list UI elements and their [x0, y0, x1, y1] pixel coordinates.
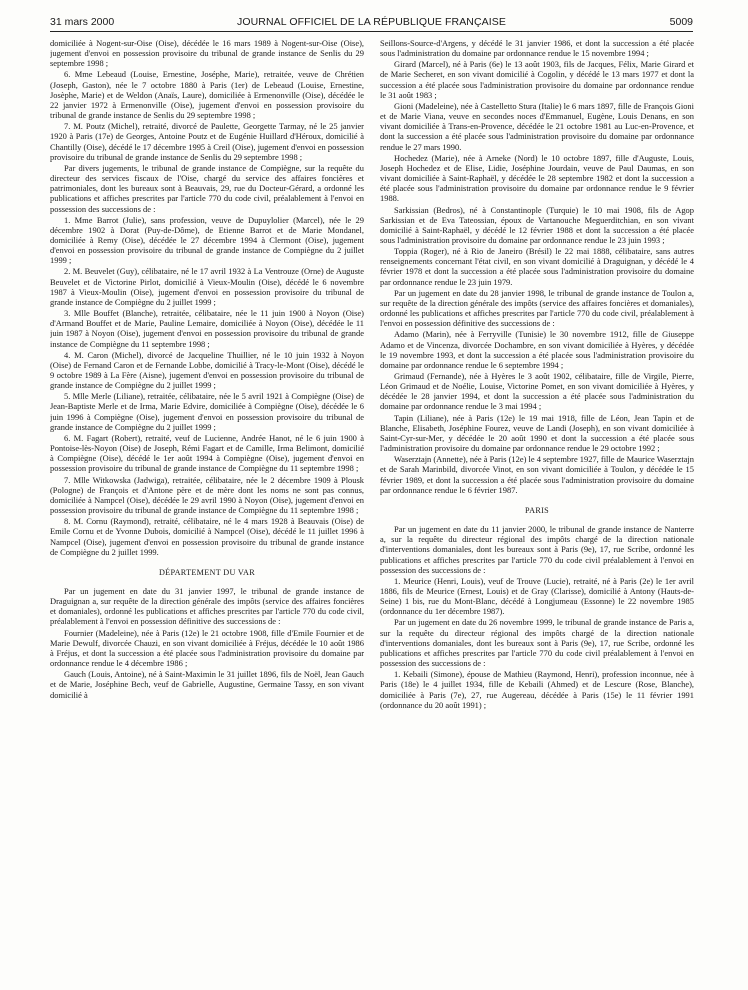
paragraph: Par un jugement en date du 28 janvier 1998, le tribunal de grande instance de Toulon a, sur requête de la direction générale des impôts (service des affaires foncières et domaniales), ordonné les publications et affiches prescrites par l'article 770 du code civil, préalablement à l'envoi en possession définitive des successions de :: [380, 287, 694, 329]
paragraph: Par un jugement en date du 11 janvier 2000, le tribunal de grande instance de Nanterre a, sur la requête du directeur régional des impôts chargé de la direction nationale d'interventions domaniales, dont les bureaux sont à Paris (9e), 17, rue Scribe, ordonné les publications et affiches prescrites par l'article 770 du code civil préalablement à l'envoi en possession des successions de :: [380, 524, 694, 575]
paragraph: Grimaud (Fernande), née à Hyères le 3 août 1902, célibataire, fille de Virgile, Pierre, Léon Grimaud et de Noélie, Louise, Victorine Pomet, en son vivant domiciliée à Hyères, y décédée le 28 janvier 1994, et dont la succession a été placée sous l'administration du domaine par ordonnance rendue le 3 mai 1994 ;: [380, 371, 694, 412]
paragraph: 2. M. Beuvelet (Guy), célibataire, né le 17 avril 1932 à La Ventrouze (Orne) de Auguste Beuvelet et de Victorine Pirlot, domicilié à Vieux-Moulin (Oise), décédé le 6 novembre 1987 à Vieux-Moulin (Oise), jugement d'envoi en possession provisoire du tribunal de grande instance de Compiègne du 2 juillet 1999 ;: [50, 266, 364, 307]
paragraph: 1. Mme Barrot (Julie), sans profession, veuve de Dupuylolier (Marcel), née le 29 décembre 1902 à Dorat (Puy-de-Dôme), de Etienne Barrot et de Marie Mondanel, domiciliée à Remy (Oise), décédée le 27 décembre 1994 à Clermont (Oise), jugement d'envoi en possession provisoire du tribunal de grande instance de Compiègne du 2 juillet 1999 ;: [50, 214, 364, 266]
paragraph: 3. Mlle Bouffet (Blanche), retraitée, célibataire, née le 11 juin 1900 à Noyon (Oise) d'Armand Bouffet et de Marie, Pauline Lemaire, domiciliée à Noyon (Oise), décédée le 11 juin 1987 à Noyon (Oise), jugement d'envoi en possession provisoire du tribunal de grande instance de Compiègne du 11 septembre 1998 ;: [50, 308, 364, 349]
paragraph: 6. M. Fagart (Robert), retraité, veuf de Lucienne, Andrée Hanot, né le 6 juin 1900 à Pontoise-lès-Noyon (Oise) de Joseph, Rémi Fagart et de Camille, Irma Belimont, domicilié à Compiègne (Oise), décédé le 1er août 1994 à Compiègne (Oise), jugement d'envoi en possession provisoire du tribunal de grande instance de Compiègne du 11 septembre 1998 ;: [50, 432, 364, 474]
paragraph: 7. Mlle Witkowska (Jadwiga), retraitée, célibataire, née le 2 décembre 1909 à Plousk (Pologne) de François et d'Antone père et de mère dont les noms ne sont pas connus, domiciliée à Nampcel (Oise), décédée le 29 avril 1990 à Noyon (Oise), jugement d'envoi en possession provisoire du tribunal de grande instance de Compiègne du 11 septembre 1998 ;: [50, 474, 364, 516]
paragraph: Gioni (Madeleine), née à Castelletto Stura (Italie) le 6 mars 1897, fille de François Gioni et de Marie Viana, veuve en secondes noces d'Emmanuel, Eugène, Louis Denans, en son vivant domiciliée à Trans-en-Provence, décédée le 21 octobre 1981 au Luc-en-Provence, et dont la succession a été placée sous l'administration provisoire du domaine par ordonnance rendue le 27 mars 1990.: [380, 100, 694, 152]
page-header: [50, 14, 693, 32]
paragraph: domiciliée à Nogent-sur-Oise (Oise), décédée le 16 mars 1989 à Nogent-sur-Oise (Oise), jugement d'envoi en possession provisoire du tribunal de grande instance de Senlis du 29 septembre 1998 ;: [50, 38, 364, 69]
paragraph: Fournier (Madeleine), née à Paris (12e) le 21 octobre 1908, fille d'Emile Fournier et de Marie Dewulf, divorcée Chauzi, en son vivant domiciliée à Fréjus, décédée le 10 août 1986 à Fréjus, et dont la succession a été placée sous l'administration provisoire du domaine par ordonnance rendue le 4 décembre 1986 ;: [50, 627, 364, 669]
header-title: JOURNAL OFFICIEL DE LA RÉPUBLIQUE FRANÇAISE: [237, 16, 506, 28]
paragraph: Seillons-Source-d'Argens, y décédé le 31 janvier 1986, et dont la succession a été placée sous l'administration du domaine par ordonnance rendue le 15 novembre 1994 ;: [380, 38, 694, 59]
paragraph: Adamo (Marin), née à Ferryville (Tunisie) le 30 novembre 1912, fille de Giuseppe Adamo et de Vincenza, divorcée Dochambre, en son vivant domiciliée à Hyères, y décédée le 19 novembre 1993, et dont la succession a été placée sous l'administration provisoire du domaine par ordonnance rendue le 6 septembre 1994 ;: [380, 329, 694, 370]
paragraph: Toppia (Roger), né à Rio de Janeiro (Brésil) le 22 mai 1888, célibataire, sans autres renseignements concernant l'état civil, en son vivant domicilié à Draguignan, y décédé le 4 février 1978 et dont la succession a été placée sous l'administration provisoire du domaine par ordonnance rendue le 23 juin 1979.: [380, 246, 694, 287]
paragraph: 8. M. Cornu (Raymond), retraité, célibataire, né le 4 mars 1928 à Beauvais (Oise) de Emile Cornu et de Yvonne Dubois, domicilié à Nampcel (Oise), décédé le 11 juillet 1996 à Nampcel (Oise), jugement d'envoi en possession provisoire du tribunal de grande instance de Compiègne du 2 juillet 1999.: [50, 516, 364, 557]
right-column: [380, 38, 694, 978]
header-page-number: 5009: [669, 16, 693, 28]
left-column: [50, 38, 364, 978]
paragraph: 1. Kebaili (Simone), épouse de Mathieu (Raymond, Henri), profession inconnue, née à Paris (18e) le 4 juillet 1934, fille de Kebaili (Ahmed) et de Lescure (Rose, Blanche), domiciliée à Paris (7e), 27, rue Augereau, décédée à Paris (15e) le 11 février 1991 (ordonnance du 20 août 1991) ;: [380, 669, 694, 710]
paragraph: 5. Mlle Merle (Liliane), retraitée, célibataire, née le 5 avril 1921 à Compiègne (Oise) de Jean-Baptiste Merle et de Irma, Marie Edvire, domiciliée à Compiègne (Oise), décédée le 6 juin 1996 à Compiègne (Oise), jugement d'envoi en possession provisoire du tribunal de grande instance de Compiègne du 2 juillet 1999 ;: [50, 391, 364, 432]
paragraph: 6. Mme Lebeaud (Louise, Ernestine, Joséphe, Marie), retraitée, veuve de Chrétien (Joseph, Gaston), née le 7 octobre 1880 à Paris (1er) de Lebeaud (Louise, Ernestine, Josèphe, Marie) et de Weldon (Anaïs, Laure), domiciliée à Ermenonville (Oise), décédée le 22 janvier 1972 à Ermenonville (Oise), jugement d'envoi en possession provisoire du tribunal de grande instance de Senlis du 29 septembre 1998 ;: [50, 69, 364, 121]
paragraph: 4. M. Caron (Michel), divorcé de Jacqueline Thuillier, né le 10 juin 1932 à Noyon (Oise) de Fernand Caron et de Fernande Lobbe, domicilié à Tracy-le-Mont (Oise), décédé le 9 octobre 1989 à La Fère (Aisne), jugement d'envoi en possession provisoire du tribunal de grande instance de Compiègne du 2 juillet 1999 ;: [50, 349, 364, 391]
paragraph: Hochedez (Marie), née à Arneke (Nord) le 10 octobre 1897, fille d'Auguste, Louis, Joseph Hochedez et de Elise, Lidie, Joséphine Jourdain, veuve de Paul Daumas, en son vivant domiciliée à Saint-Raphaël, y décédée le 28 septembre 1982 et dont la succession a été placée sous l'administration provisoire du domaine par ordonnance rendue le 9 février 1988.: [380, 152, 694, 204]
paragraph: Waserztajn (Annette), née à Paris (12e) le 4 septembre 1927, fille de Maurice Waserztajn et de Sarah Marinbild, divorcée Vinot, en son vivant domiciliée à Toulon, y décédée le 15 février 1989, et dont la succession a été placée sous l'administration provisoire du domaine par ordonnance rendue le 6 février 1987.: [380, 454, 694, 495]
paragraph: Tapin (Liliane), née à Paris (12e) le 19 mai 1918, fille de Léon, Jean Tapin et de Blanche, Elisabeth, Joséphine Fourez, veuve de Landi (Joseph), en son vivant domiciliée à Saint-Cyr-sur-Mer, y décédée le 20 août 1990 et dont la succession a été placée sous l'administration provisoire du domaine par ordonnance rendue le 29 octobre 1992 ;: [380, 412, 694, 454]
paragraph: Sarkissian (Bedros), né à Constantinople (Turquie) le 10 mai 1908, fils de Agop Sarkissian et de Eva Tateossian, époux de Vartanouche Meguerditchian, en son vivant domicilié à Saint-Raphaël, y décédé le 12 février 1988 et dont la succession a été placée sous l'administration provisoire du domaine par ordonnance rendue le 23 juin 1993 ;: [380, 204, 694, 245]
section-heading: PARIS: [525, 505, 549, 515]
paragraph: Girard (Marcel), né à Paris (6e) le 13 août 1903, fils de Jacques, Félix, Marie Girard et de Marie Secheret, en son vivant domicilié à Cogolin, y décédé le 13 mars 1977 et dont la succession a été placée sous l'administration provisoire du domaine par ordonnance rendue le 31 août 1983 ;: [380, 59, 694, 100]
paragraph: Gauch (Louis, Antoine), né à Saint-Maximin le 31 juillet 1896, fils de Noël, Jean Gauch et de Marie, Joséphine Bech, veuf de Gabrielle, Augustine, Germaine Tassy, en son vivant domicilié à: [50, 669, 364, 700]
paragraph: Par divers jugements, le tribunal de grande instance de Compiègne, sur la requête du directeur des services fiscaux de l'Oise, chargé du service des affaires foncières et patrimoniales, dont les bureaux sont à Beauvais, 29, rue du Docteur-Gérard, a ordonné les publications et affiches prescrites par l'article 770 du code civil, préalablement à l'envoi en possession des successions de :: [50, 162, 364, 214]
paragraph: Par un jugement en date du 31 janvier 1997, le tribunal de grande instance de Draguignan a, sur requête de la direction générale des impôts (service des affaires foncières et domaniales), ordonné les publications et affiches prescrites par l'article 770 du code civil, préalablement à l'envoi en possession définitive des successions de :: [50, 585, 364, 627]
header-date: 31 mars 2000: [50, 16, 115, 28]
paragraph: 1. Meurice (Henri, Louis), veuf de Trouve (Lucie), retraité, né à Paris (2e) le 1er avril 1886, fils de Meurice (Ernest, Louis) et de Gray (Clarisse), domicilié à Antony (Hauts-de-Seine) 1 bis, rue du Mont-Blanc, décédé à Longjumeau (Essonne) le 22 novembre 1985 (ordonnance du 1er décembre 1987).: [380, 575, 694, 617]
paragraph: Par un jugement en date du 26 novembre 1999, le tribunal de grande instance de Paris a, sur la requête du directeur régional des impôts chargé de la direction nationale d'interventions domaniales, dont les bureaux sont à Paris (9e), 17, rue Scribe, ordonné les publications et affiches prescrites par l'article 770 du code civil préalablement à l'envoi en possession des successions de :: [380, 617, 694, 669]
section-heading: DÉPARTEMENT DU VAR: [158, 567, 256, 577]
paragraph: 7. M. Poutz (Michel), retraité, divorcé de Paulette, Georgette Tarmay, né le 25 janvier 1920 à Paris (17e) de Georges, Antoine Poutz et de Eugénie Huillard d'Héroux, domicilié à Chantilly (Oise), décédé le 17 décembre 1995 à Creil (Oise), jugement d'envoi en possession provisoire du tribunal de grande instance de Senlis du 29 septembre 1998 ;: [50, 121, 364, 162]
